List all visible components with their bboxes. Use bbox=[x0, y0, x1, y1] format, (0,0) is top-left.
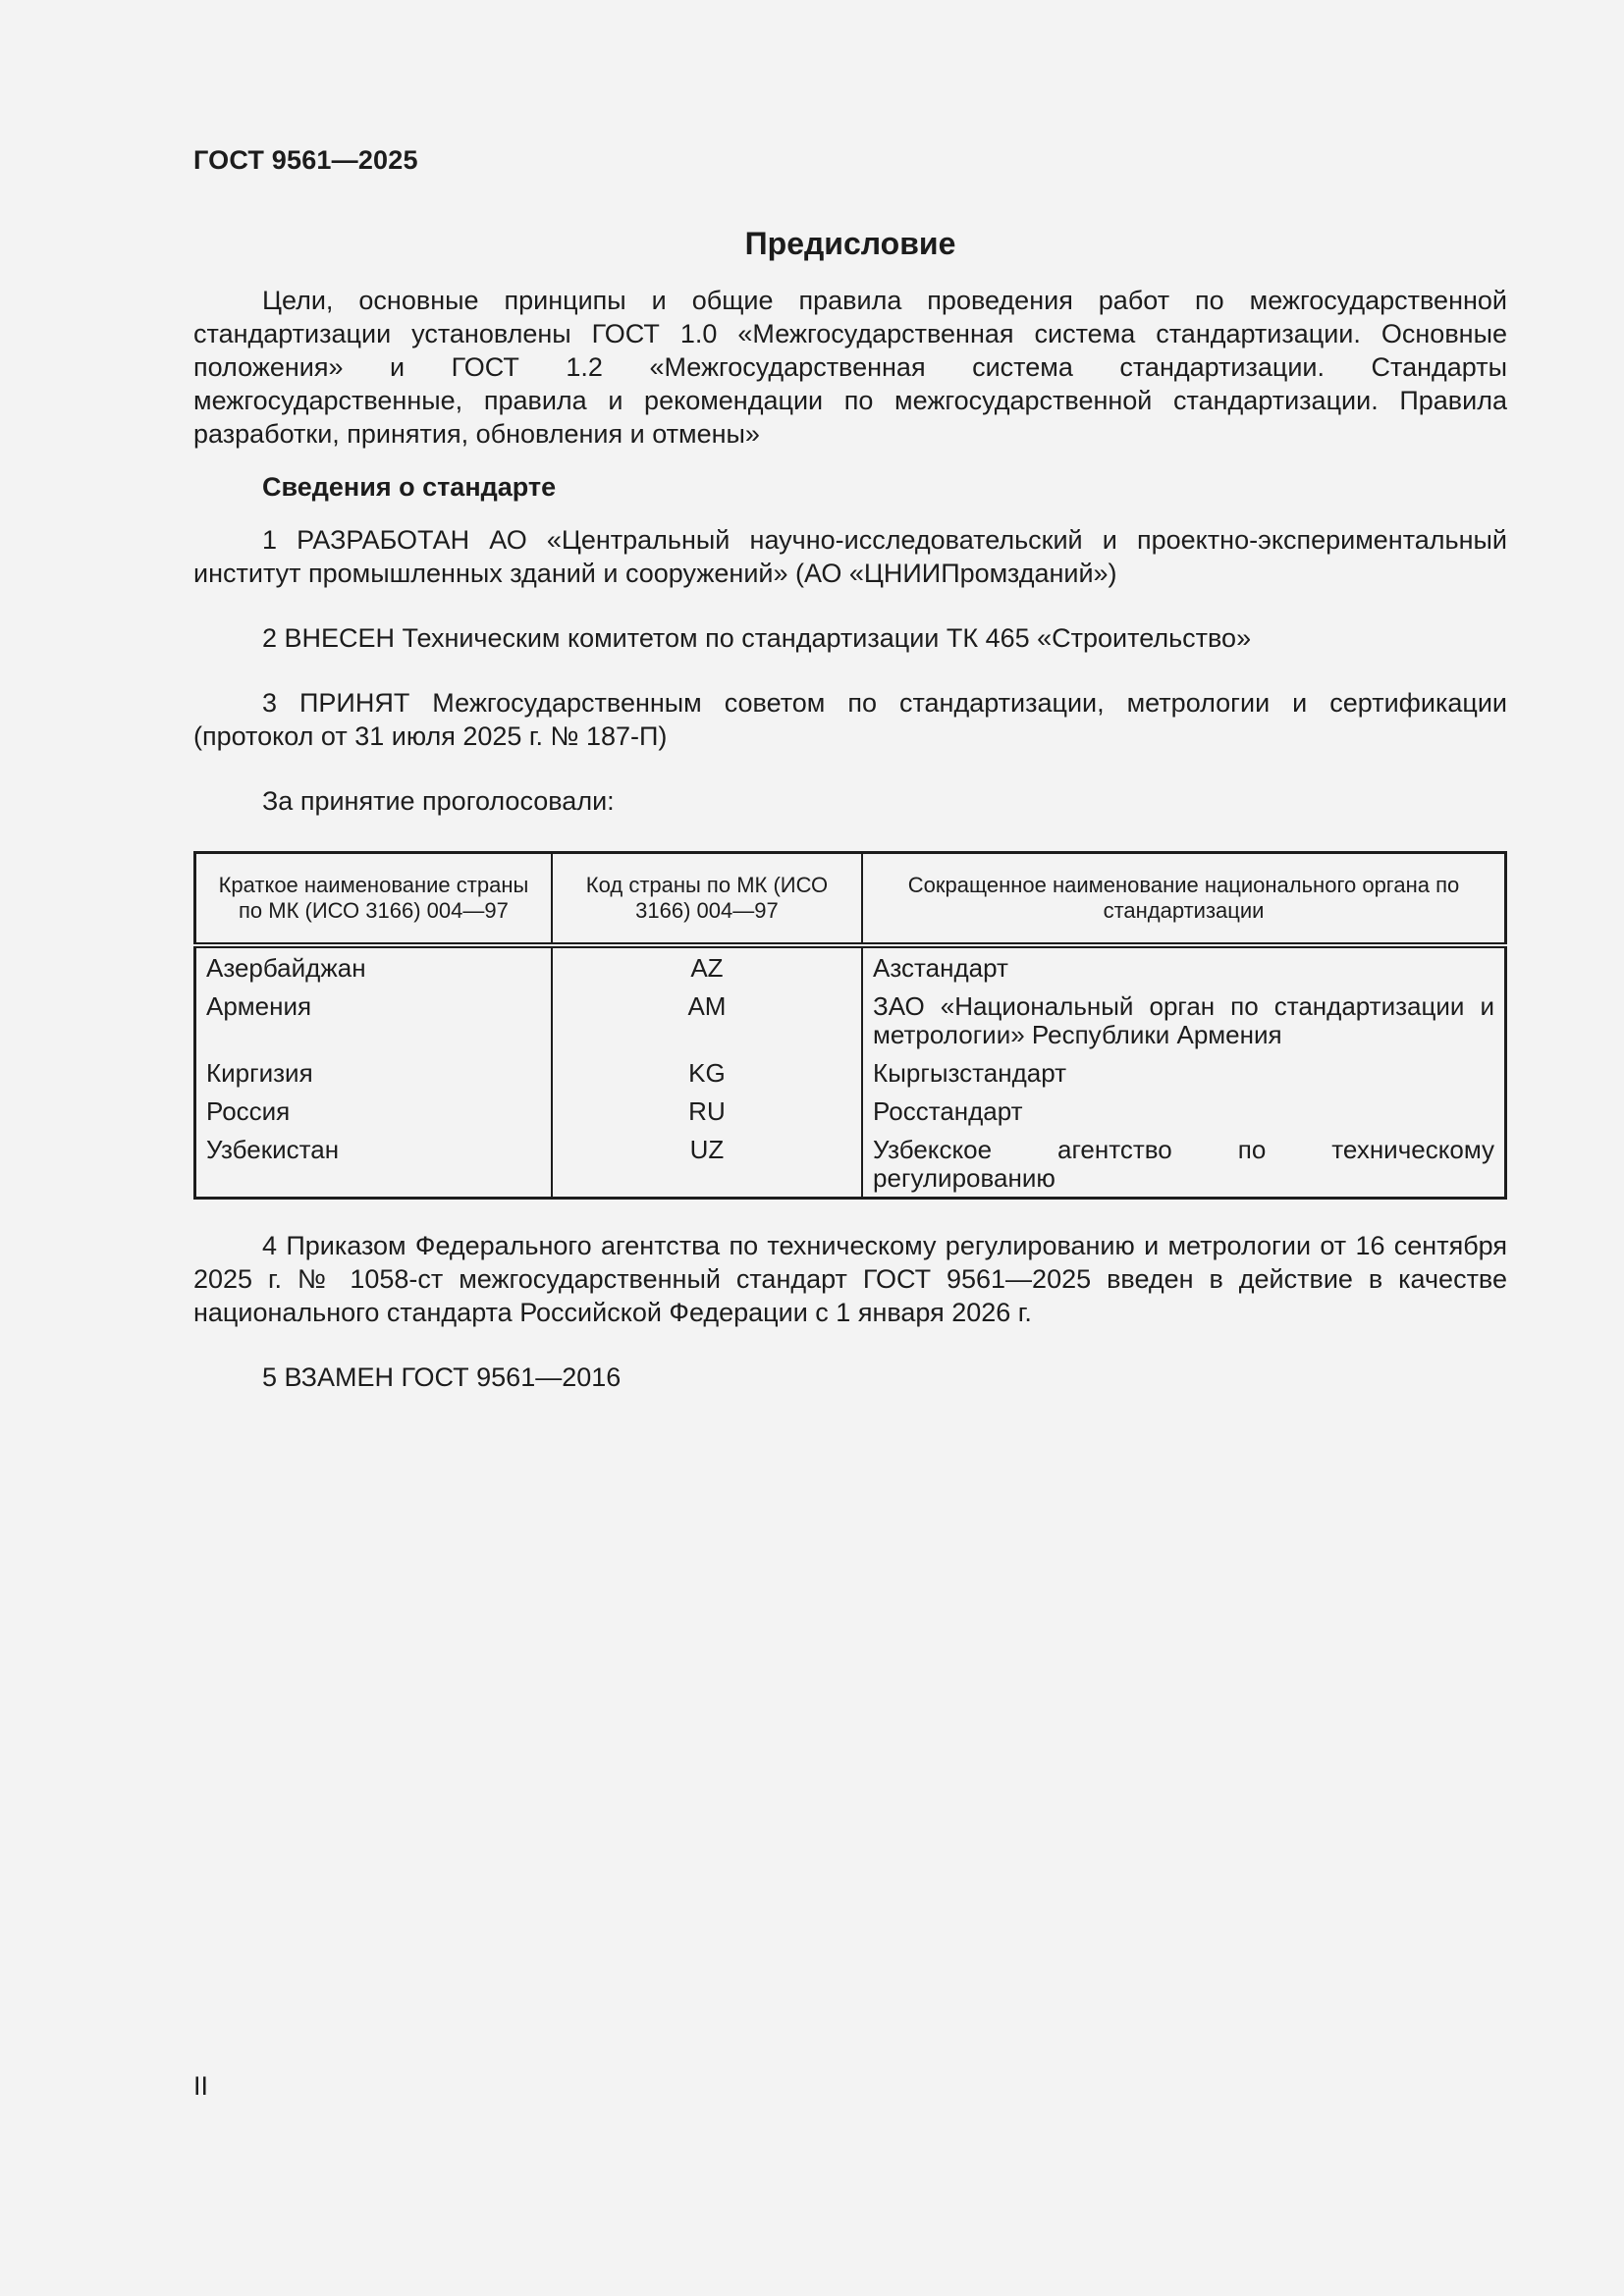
item-order: 4 Приказом Федерального агентства по техническому регулированию и метрологии от 16 сентября 2025 г. № 1058-ст межгосударственный стандарт ГОСТ 9561—2025 введен в действие в качестве национального стандарта Российской Федерации с 1 января 2026 г. bbox=[193, 1231, 1507, 1327]
intro-paragraph: Цели, основные принципы и общие правила проведения работ по межгосударственной стандартизации установлены ГОСТ 1.0 «Межгосударственная система стандартизации. Основные положения» и ГОСТ 1.2 «Межгосударственная система стандартизации. Стандарты межгосударственные, правила и рекомендации по межгосударственной стандартизации. Правила разработки, принятия, обновления и отмены» bbox=[193, 286, 1507, 449]
country-name: Киргизия bbox=[195, 1054, 552, 1093]
item-replaces: 5 ВЗАМЕН ГОСТ 9561—2016 bbox=[262, 1362, 622, 1392]
country-name: Россия bbox=[195, 1093, 552, 1131]
page-title: Предисловие bbox=[744, 226, 956, 261]
country-code: RU bbox=[552, 1093, 862, 1131]
document-id-header: ГОСТ 9561—2025 bbox=[193, 145, 418, 175]
item-submitted: 2 ВНЕСЕН Техническим комитетом по стандартизации ТК 465 «Строительство» bbox=[262, 623, 1252, 653]
table-header-row bbox=[195, 853, 1506, 946]
header-country-name: Краткое наименование страны по МК (ИСО 3166) 004—97 bbox=[195, 853, 552, 946]
header-country-code: Код страны по МК (ИСО 3166) 004—97 bbox=[552, 853, 862, 946]
country-code: KG bbox=[552, 1054, 862, 1093]
item-adopted: 3 ПРИНЯТ Межгосударственным советом по стандартизации, метрологии и сертификации (протокол от 31 июля 2025 г. № 187-П) bbox=[193, 688, 1507, 751]
table-row bbox=[195, 1131, 1506, 1199]
table-row bbox=[195, 945, 1506, 988]
header-national-body: Сокращенное наименование национального органа по стандартизации bbox=[862, 853, 1505, 946]
country-name: Армения bbox=[195, 988, 552, 1054]
voted-label: За принятие проголосовали: bbox=[262, 786, 615, 816]
table-row bbox=[195, 1054, 1506, 1093]
country-code: UZ bbox=[552, 1131, 862, 1199]
national-body: ЗАО «Национальный орган по стандартизации и метрологии» Республики Армения bbox=[873, 991, 1494, 1049]
table-row bbox=[195, 1093, 1506, 1131]
voting-countries-table bbox=[193, 851, 1507, 1200]
country-name: Узбекистан bbox=[195, 1131, 552, 1199]
country-name: Азербайджан bbox=[195, 945, 552, 988]
table-row bbox=[195, 988, 1506, 1054]
page-number: II bbox=[193, 2071, 209, 2101]
foreword-section bbox=[193, 221, 1507, 1394]
national-body: Азстандарт bbox=[873, 953, 1008, 983]
national-body: Росстандарт bbox=[873, 1096, 1023, 1126]
standard-info-heading: Сведения о стандарте bbox=[262, 472, 557, 502]
item-developed: 1 РАЗРАБОТАН АО «Центральный научно-исследовательский и проектно-экспериментальный институт промышленных зданий и сооружений» (АО «ЦНИИПромзданий») bbox=[193, 525, 1507, 588]
country-code: AZ bbox=[552, 945, 862, 988]
country-code: AM bbox=[552, 988, 862, 1054]
national-body: Кыргызстандарт bbox=[873, 1058, 1067, 1088]
national-body: Узбекское агентство по техническому регулированию bbox=[873, 1135, 1494, 1193]
